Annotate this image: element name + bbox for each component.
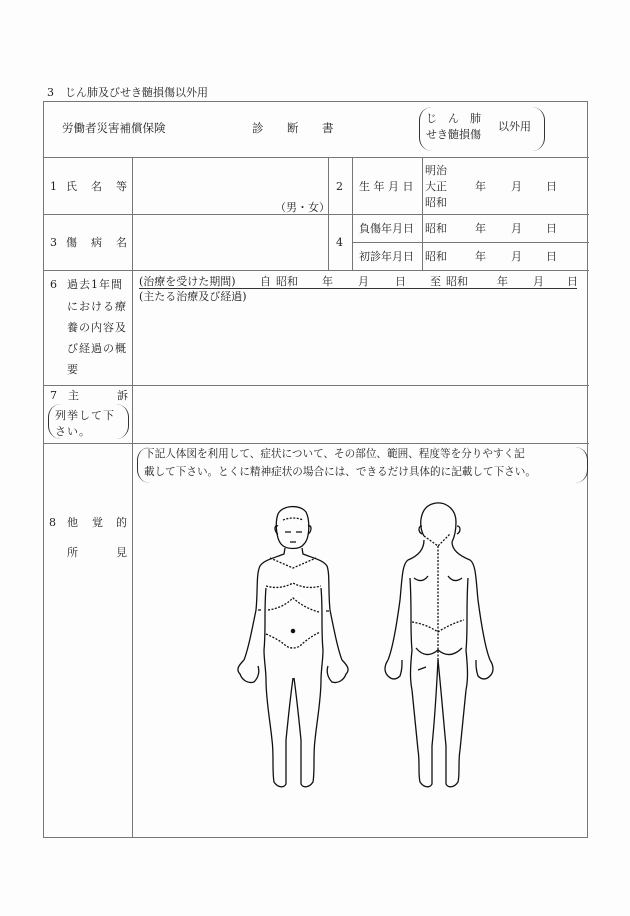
divider <box>43 385 589 386</box>
era-taisho[interactable]: 大正 <box>425 180 447 193</box>
section-heading: 3 じん肺及びせき髄損傷以外用 <box>47 86 208 99</box>
row-number: 7 <box>50 389 57 402</box>
form-title-char: 診 <box>252 121 264 135</box>
to-year-field[interactable]: 年 <box>497 275 508 288</box>
findings-instruction: 載して下さい。とくに精神症状の場合には、できるだけ具体的に記載して下さい。 <box>144 466 536 478</box>
from-era: 昭和 <box>276 275 298 288</box>
chief-complaint-field[interactable] <box>134 387 587 441</box>
body-front-diagram-icon[interactable] <box>228 500 358 792</box>
injury-day-field[interactable]: 日 <box>546 222 557 235</box>
scope-suffix: 以外用 <box>498 120 531 133</box>
row-number: 6 <box>50 278 57 291</box>
row-number: 3 <box>50 236 57 249</box>
divider <box>422 157 423 270</box>
injury-date-era: 昭和 <box>425 222 447 235</box>
row-number: 4 <box>336 236 343 249</box>
from-label: 自 <box>260 275 271 288</box>
row-number: 8 <box>49 516 56 529</box>
injury-label-char: 名 <box>116 236 127 249</box>
body-back-diagram-icon[interactable] <box>380 500 500 792</box>
birth-day-field[interactable]: 日 <box>546 180 557 193</box>
main-treatment-label: (主たる治療及び経過) <box>139 290 247 303</box>
name-label-char: 氏 <box>66 180 77 193</box>
form-title-char: 断 <box>287 121 299 135</box>
findings-label-char: 所 <box>67 546 78 559</box>
right-parenthesis <box>532 107 545 151</box>
birth-date-label: 生 年 月 日 <box>359 180 414 193</box>
to-day-field[interactable]: 日 <box>567 275 578 288</box>
to-month-field[interactable]: 月 <box>533 275 544 288</box>
injury-year-field[interactable]: 年 <box>475 222 486 235</box>
first-visit-year-field[interactable]: 年 <box>475 250 486 263</box>
from-month-field[interactable]: 月 <box>358 275 369 288</box>
complaint-note: 列挙して下 <box>55 409 115 422</box>
era-showa[interactable]: 昭和 <box>425 196 447 209</box>
injury-label-char: 病 <box>91 236 102 249</box>
divider <box>43 443 589 444</box>
injury-name-field[interactable] <box>134 216 326 269</box>
from-day-field[interactable]: 日 <box>395 275 406 288</box>
era-meiji[interactable]: 明治 <box>425 164 447 177</box>
divider <box>43 157 589 158</box>
complaint-note: さい。 <box>55 425 91 438</box>
divider <box>352 157 353 270</box>
findings-label-char: 的 <box>116 516 127 529</box>
history-label-line: 要 <box>67 363 79 376</box>
findings-instruction: 下記人体図を利用して、症状について、その部位、範囲、程度等を分りやすく記 <box>144 448 525 460</box>
findings-label-char: 他 <box>67 516 78 529</box>
first-visit-date-label: 初診年月日 <box>359 250 414 263</box>
divider <box>132 157 133 838</box>
birth-month-field[interactable]: 月 <box>511 180 522 193</box>
row-number: 2 <box>336 180 343 193</box>
treatment-period-label: (治療を受けた期間) <box>139 275 236 288</box>
injury-date-label: 負傷年月日 <box>359 222 414 235</box>
history-label-line: における療 <box>67 300 127 313</box>
sex-options[interactable]: （男・女） <box>275 201 330 214</box>
scope-line-2: せき髄損傷 <box>426 128 481 141</box>
complaint-label-char: 訴 <box>117 389 128 402</box>
injury-label-char: 傷 <box>66 236 77 249</box>
history-label-line: 過去1年間 <box>67 278 123 291</box>
divider <box>352 242 589 243</box>
findings-label-char: 覚 <box>92 516 103 529</box>
form-title-char: 書 <box>322 121 334 135</box>
to-label: 至 <box>430 275 441 288</box>
birth-year-field[interactable]: 年 <box>475 180 486 193</box>
from-year-field[interactable]: 年 <box>322 275 333 288</box>
first-visit-era: 昭和 <box>425 250 447 263</box>
row-number: 1 <box>50 180 57 193</box>
name-label-char: 等 <box>116 180 127 193</box>
scope-line-1: じ ん 肺 <box>426 112 481 125</box>
divider <box>43 214 589 215</box>
first-visit-month-field[interactable]: 月 <box>511 250 522 263</box>
insurance-name: 労働者災害補償保険 <box>62 121 166 135</box>
treatment-history-field[interactable] <box>134 305 587 383</box>
injury-month-field[interactable]: 月 <box>511 222 522 235</box>
findings-label-char: 見 <box>116 546 127 559</box>
history-label-line: 養の内容及 <box>67 321 127 334</box>
to-era: 昭和 <box>446 275 468 288</box>
complaint-label-char: 主 <box>68 389 79 402</box>
name-label-char: 名 <box>91 180 102 193</box>
first-visit-day-field[interactable]: 日 <box>546 250 557 263</box>
history-label-line: び経過の概 <box>67 342 127 355</box>
divider <box>43 270 589 271</box>
